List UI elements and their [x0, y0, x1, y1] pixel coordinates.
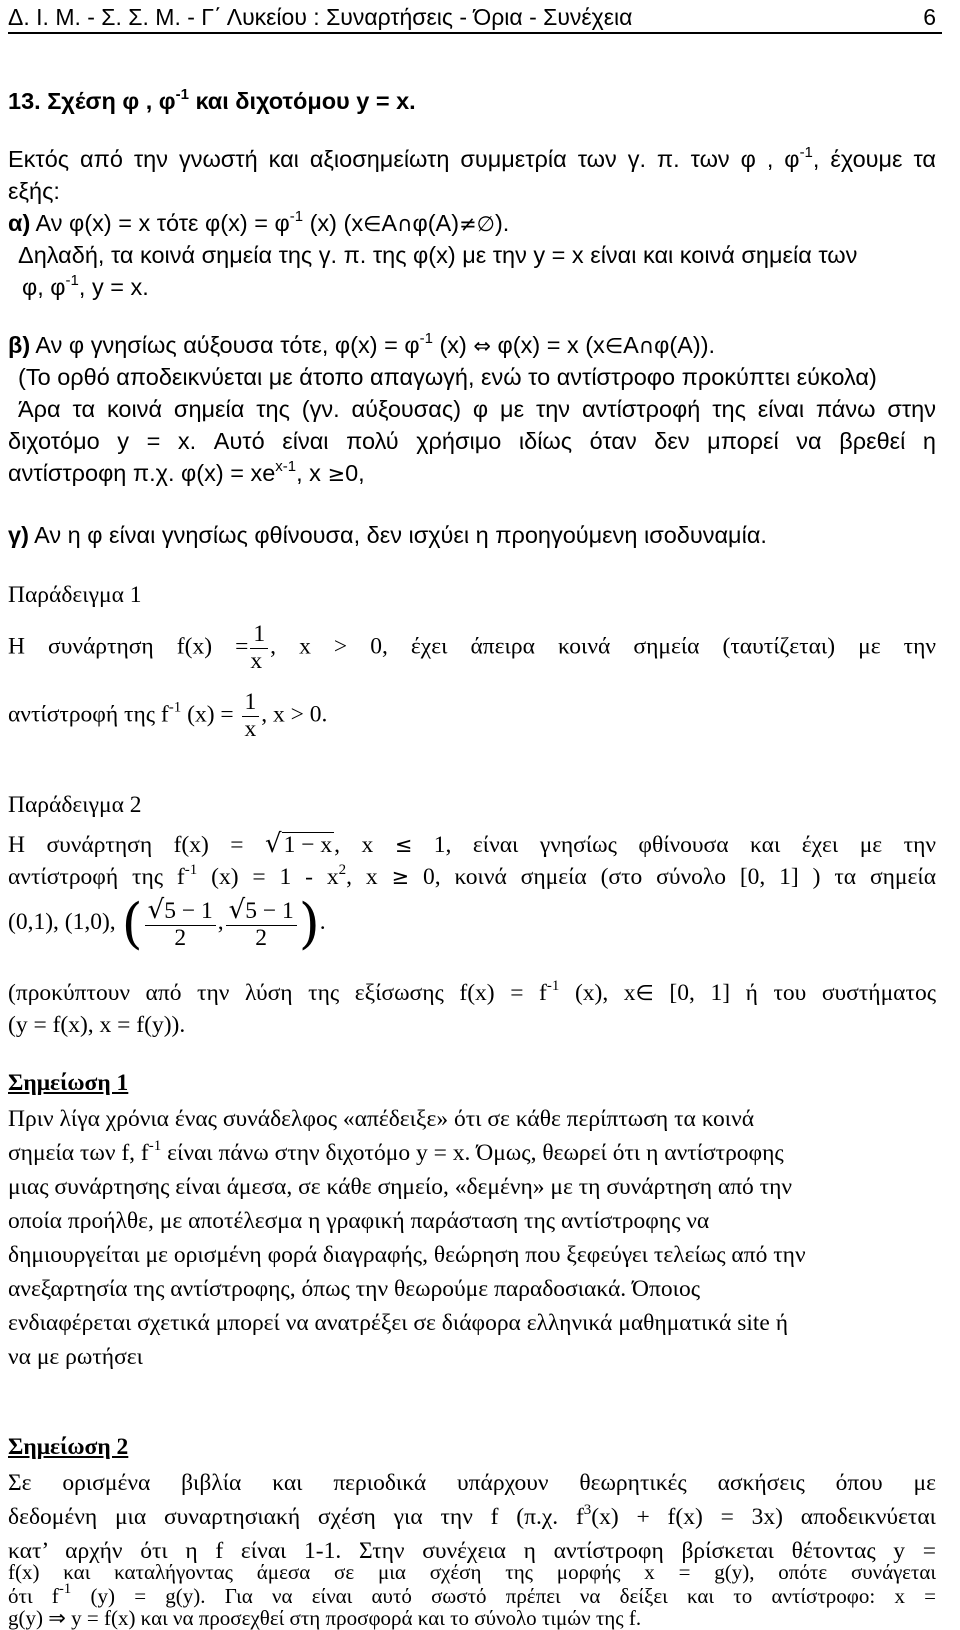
intersection-icon: ∩ [638, 334, 655, 358]
note-1-line-6: ανεξαρτησία της αντίστροφης, όπως την θεωρούμε παραδοσιακά. Όποιος [8, 1276, 701, 1302]
empty-set-icon: ∅ [476, 212, 495, 236]
fraction-1-over-x: $\frac{1}{x}$ [250, 622, 268, 675]
intro-line-1: Εκτός από την γνωστή και αξιοσημείωτη συμμετρία των γ. π. των φ , $\varphi^{-1}$, έχουμε τα [8, 144, 937, 172]
leq-icon: ≤ [394, 833, 413, 857]
note-2-line-3: κατ’ αρχήν ότι η f είναι 1-1. Στην συνέχεια η αντίστροφη βρίσκεται θέτοντας y = [8, 1538, 936, 1564]
not-equal-icon: ≠ [459, 212, 477, 236]
beta-line-5: αντίστροφη π.χ. $\varphi(x) = xe^{x-1}$, x ≥0, [8, 458, 365, 486]
example-2-line-4: (προκύπτουν από την λύση της εξίσωσης $f(x) = f^{-1}$ (x), x∈ [0, 1] ή του συστήματος [8, 978, 936, 1006]
header-rule [8, 32, 942, 34]
iff-arrow-icon: ⇔ [473, 334, 491, 358]
square-root-icon: √ [147, 895, 165, 925]
note-1-title: Σημείωση 1 [8, 1070, 129, 1096]
note-1-line-8: να με ρωτήσει [8, 1344, 143, 1370]
alpha-line-3: φ, $\varphi^{-1}$, y = x. [22, 272, 149, 300]
fraction-1-over-x: $\frac{1}{x}$ [242, 690, 260, 743]
example-1-line-1: Η συνάρτηση f(x) = $\frac{1}{x}$ , x > 0, έχει άπειρα κοινά σημεία (ταυτίζεται) με την [8, 621, 937, 674]
implies-arrow-icon: ⇒ [48, 1606, 66, 1630]
intro-line-2: εξής: [8, 178, 60, 204]
geq-icon: ≥ [391, 865, 410, 889]
beta-line-1: β) Αν φ γνησίως αύξουσα τότε, $\varphi(x) = \varphi^{-1}$ (x) ⇔ φ(x) = x (x∈A∩φ(A)). [8, 330, 716, 358]
header-title: Δ. Ι. Μ. - Σ. Σ. Μ. - Γ΄ Λυκείου : Συναρτήσεις - Όρια - Συνέχεια [8, 4, 633, 30]
alpha-line-2: Δηλαδή, τα κοινά σημεία της γ. π. της φ(x) με την y = x είναι και κοινά σημεία των [18, 242, 858, 268]
right-paren-icon: ) [298, 891, 320, 955]
section-title: 13. Σχέση φ , $\varphi^{-1}$ και διχοτόμου y = x. [8, 86, 416, 114]
beta-line-4: διχοτόμο y = x. Αυτό είναι πολύ χρήσιμο ιδίως όταν δεν μπορεί να βρεθεί η [8, 428, 936, 454]
note-2-line-5: ότι $f^{-1}$ (y) = g(y). Για να είναι αυτό σωστό πρέπει να δείξει και το αντίστροφο: x = [8, 1581, 937, 1608]
note-1-line-3: μιας συνάρτησης είναι άμεσα, σε κάθε σημείο, «δεμένη» με τη συνάρτηση από την [8, 1174, 793, 1200]
example-2-line-5: (y = f(x), x = f(y)). [8, 1012, 186, 1038]
note-1-line-4: οποία προήλθε, με αποτέλεσμα η γραφική παράσταση της αντίστροφης να [8, 1208, 710, 1234]
note-1-line-5: δημιουργείται με ορισμένη φορά διαγραφής, θεώρηση που ξεφεύγει τελείως από την [8, 1242, 806, 1268]
square-root-icon: √ [228, 895, 246, 925]
note-2-line-6: g(y) ⇒ y = f(x) και να προσεχθεί στη προσφορά και το σύνολο τιμών της f. [8, 1606, 642, 1630]
example-1-line-2: αντίστροφή της $f^{-1}$ (x) = $\frac{1}{x}$ , x > 0. [8, 689, 328, 742]
example-2-line-1: Η συνάρτηση f(x) = √1 − x, x ≤ 1, είναι γνησίως φθίνουσα και έχει με την [8, 829, 937, 859]
beta-line-2: (Το ορθό αποδεικνύεται με άτοπο απαγωγή, ενώ το αντίστροφο προκύπτει εύκολα) [18, 364, 877, 390]
note-2-line-1: Σε ορισμένα βιβλία και περιοδικά υπάρχουν θεωρητικές ασκήσεις όπου με [8, 1470, 936, 1496]
element-of-icon: ∈ [635, 981, 654, 1005]
note-2-line-2: δεδομένη μια συναρτησιακή σχέση για την f (π.χ. $f^3(x) + f(x) = 3x$) αποδεικνύεται [8, 1502, 937, 1530]
element-of-icon: ∈ [363, 212, 382, 236]
fraction-golden-a: $\frac{√5 - 1}{2}$ [145, 896, 216, 952]
square-root-icon: √ [265, 829, 282, 859]
note-2-title: Σημείωση 2 [8, 1434, 129, 1460]
page-number: 6 [923, 4, 936, 30]
example-1-title: Παράδειγμα 1 [8, 582, 142, 608]
beta-line-3: Άρα τα κοινά σημεία της (γν. αύξουσας) φ με την αντίστροφή της είναι πάνω στην [18, 396, 936, 422]
example-2-points: (0,1), (1,0), ( $\frac{√5 - 1}{2}$ , $\frac{√5 - 1}{2}$ ). [8, 891, 326, 955]
note-1-line-1: Πριν λίγα χρόνια ένας συνάδελφος «απέδειξε» ότι σε κάθε περίπτωση τα κοινά [8, 1106, 755, 1132]
alpha-line-1: α) Αν φ(x) = x τότε $\varphi(x) = \varphi^{-1}$ (x) (x∈A∩φ(A)≠∅). [8, 208, 510, 236]
fraction-golden-b: $\frac{√5 - 1}{2}$ [226, 896, 297, 952]
page-header [8, 2, 942, 34]
note-1-line-7: ενδιαφέρεται σχετικά μπορεί να ανατρέξει σε διάφορα ελληνικά μαθηματικά site ή [8, 1310, 788, 1336]
example-2-line-2: αντίστροφή της $f^{-1}$ $(x) = 1 - x^2$, x ≥ 0, κοινά σημεία (στο σύνολο [0, 1] ) τα σημεία [8, 862, 937, 890]
left-paren-icon: ( [121, 891, 143, 955]
example-2-title: Παράδειγμα 2 [8, 792, 142, 818]
element-of-icon: ∈ [604, 334, 624, 358]
gamma-line: γ) Αν η φ είναι γνησίως φθίνουσα, δεν ισχύει η προηγούμενη ισοδυναμία. [8, 522, 767, 548]
note-1-line-2: σημεία των f, $f^{-1}$ είναι πάνω στην διχοτόμο y = x. Όμως, θεωρεί ότι η αντίστροφης [8, 1138, 784, 1166]
geq-icon: ≥ [327, 462, 346, 486]
intersection-icon: ∩ [397, 212, 413, 236]
note-2-line-4: f(x) και καταλήγοντας άμεσα σε μια σχέση της μορφής x = g(y), οπότε συνάγεται [8, 1560, 936, 1584]
